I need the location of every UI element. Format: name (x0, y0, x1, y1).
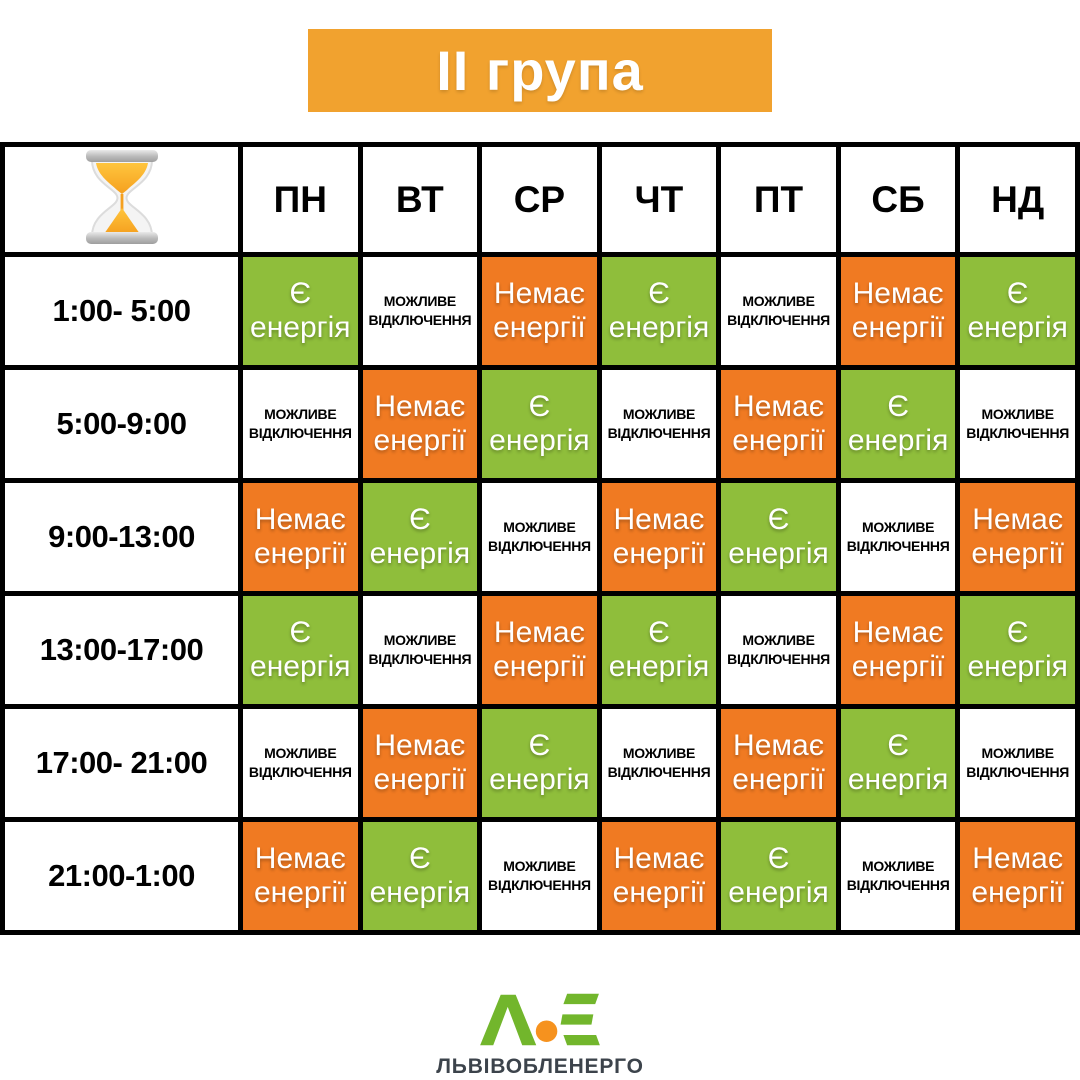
cell-label-line: енергія (847, 424, 949, 457)
cell-label-line: Немає (972, 842, 1064, 876)
brand-name: ЛЬВІВОБЛЕНЕРГО (436, 1055, 644, 1078)
schedule-row (3, 820, 1078, 933)
cell-label-line: ВІДКЛЮЧЕННЯ (488, 538, 591, 554)
schedule-cell-maybe (241, 707, 361, 820)
cell-label-line: енергія (608, 650, 710, 683)
schedule-cell-maybe (480, 820, 600, 933)
schedule-table (0, 142, 1080, 935)
cell-label-line: енергії (851, 650, 945, 683)
cell-label-line: енергії (612, 537, 706, 570)
cell-label-line: ВІДКЛЮЧЕННЯ (846, 877, 950, 893)
schedule-cell-off (838, 255, 958, 368)
schedule-cell-on (241, 594, 361, 707)
cell-label-line: енергії (851, 311, 945, 344)
cell-label-line: Немає (852, 616, 944, 650)
day-header-sat: СБ (838, 145, 958, 255)
cell-label-line: ВІДКЛЮЧЕННЯ (607, 764, 711, 780)
cell-label-line: ВІДКЛЮЧЕННЯ (727, 312, 830, 328)
schedule-cell-maybe (958, 368, 1078, 481)
hourglass-icon (76, 148, 168, 246)
time-column-header (3, 145, 241, 255)
cell-label-line: ВІДКЛЮЧЕННЯ (248, 425, 352, 441)
schedule-cell-maybe (958, 707, 1078, 820)
cell-label-line: Є (409, 503, 431, 537)
page (0, 29, 1080, 1080)
cell-label-line: ВІДКЛЮЧЕННЯ (966, 425, 1070, 441)
cell-label-line: ВІДКЛЮЧЕННЯ (607, 425, 711, 441)
schedule-cell-on (838, 707, 958, 820)
cell-label-line: МОЖЛИВЕ (383, 632, 456, 649)
header-row (3, 145, 1078, 255)
cell-label-line: Є (409, 842, 431, 876)
cell-label-line: Немає (733, 390, 825, 424)
cell-label-line: Є (767, 842, 790, 876)
cell-label-line: енергія (967, 311, 1068, 344)
cell-label-line: енергії (612, 876, 706, 909)
schedule-cell-on (958, 255, 1078, 368)
schedule-cell-maybe (719, 594, 839, 707)
cell-label-line: енергії (971, 876, 1064, 909)
schedule-cell-maybe (599, 368, 719, 481)
cell-label-line: ВІДКЛЮЧЕННЯ (727, 651, 830, 667)
time-slot-label: 17:00- 21:00 (3, 707, 241, 820)
cell-label-line: енергія (608, 311, 710, 344)
cell-label-line: МОЖЛИВЕ (503, 519, 576, 536)
schedule-cell-off (599, 481, 719, 594)
footer-brand (0, 991, 1080, 1079)
cell-label-line: Немає (493, 616, 585, 650)
cell-label-line: Є (289, 277, 312, 311)
schedule-cell-on (480, 368, 600, 481)
day-header-tue: ВТ (360, 145, 480, 255)
cell-label-line: МОЖЛИВЕ (622, 745, 696, 762)
schedule-cell-off (360, 707, 480, 820)
schedule-cell-maybe (241, 368, 361, 481)
day-header-sun: НД (958, 145, 1078, 255)
cell-label-line: ВІДКЛЮЧЕННЯ (368, 651, 472, 667)
schedule-cell-maybe (599, 707, 719, 820)
group-title-banner (308, 29, 772, 112)
cell-label-line: Є (648, 616, 670, 650)
cell-label-line: Немає (613, 503, 705, 537)
cell-label-line: Немає (254, 842, 346, 876)
cell-label-line: Немає (374, 729, 466, 763)
schedule-row (3, 255, 1078, 368)
cell-label-line: Є (528, 729, 551, 763)
schedule-cell-on (838, 368, 958, 481)
time-slot-label: 21:00-1:00 (3, 820, 241, 933)
schedule-cell-on (360, 820, 480, 933)
cell-label-line: Є (887, 729, 909, 763)
cell-label-line: енергія (728, 876, 829, 909)
lvivoblenergo-logo-icon (476, 991, 604, 1049)
cell-label-line: енергія (489, 763, 590, 796)
schedule-row (3, 594, 1078, 707)
cell-label-line: енергії (373, 763, 467, 796)
cell-label-line: Є (528, 390, 551, 424)
cell-label-line: Є (887, 390, 909, 424)
cell-label-line: МОЖЛИВЕ (264, 406, 337, 423)
schedule-row (3, 481, 1078, 594)
cell-label-line: енергії (493, 311, 586, 344)
cell-label-line: Немає (852, 277, 944, 311)
time-slot-label: 1:00- 5:00 (3, 255, 241, 368)
schedule-cell-on (480, 707, 600, 820)
cell-label-line: Немає (733, 729, 825, 763)
cell-label-line: МОЖЛИВЕ (981, 745, 1054, 762)
cell-label-line: Немає (254, 503, 346, 537)
day-header-wed: СР (480, 145, 600, 255)
cell-label-line: енергія (250, 650, 351, 683)
schedule-cell-off (480, 594, 600, 707)
cell-label-line: Немає (613, 842, 705, 876)
cell-label-line: МОЖЛИВЕ (264, 745, 337, 762)
cell-label-line: енергії (732, 763, 825, 796)
schedule-cell-off (958, 820, 1078, 933)
time-slot-label: 9:00-13:00 (3, 481, 241, 594)
cell-label-line: ВІДКЛЮЧЕННЯ (846, 538, 950, 554)
schedule-cell-maybe (838, 820, 958, 933)
schedule-cell-off (480, 255, 600, 368)
cell-label-line: Є (767, 503, 790, 537)
schedule-row (3, 368, 1078, 481)
cell-label-line: Немає (374, 390, 466, 424)
cell-label-line: Є (289, 616, 312, 650)
day-header-mon: ПН (241, 145, 361, 255)
schedule-cell-off (599, 820, 719, 933)
cell-label-line: Немає (972, 503, 1064, 537)
cell-label-line: МОЖЛИВЕ (742, 632, 815, 649)
cell-label-line: Є (1006, 277, 1029, 311)
cell-label-line: МОЖЛИВЕ (503, 858, 576, 875)
cell-label-line: енергія (967, 650, 1068, 683)
schedule-cell-on (958, 594, 1078, 707)
cell-label-line: енергія (369, 876, 471, 909)
cell-label-line: енергії (732, 424, 825, 457)
schedule-cell-on (241, 255, 361, 368)
schedule-cell-off (360, 368, 480, 481)
cell-label-line: енергії (253, 537, 347, 570)
time-slot-label: 13:00-17:00 (3, 594, 241, 707)
schedule-cell-maybe (719, 255, 839, 368)
schedule-cell-maybe (360, 594, 480, 707)
schedule-cell-off (241, 481, 361, 594)
cell-label-line: енергія (728, 537, 829, 570)
schedule-cell-on (719, 820, 839, 933)
cell-label-line: МОЖЛИВЕ (622, 406, 696, 423)
cell-label-line: МОЖЛИВЕ (861, 519, 935, 536)
cell-label-line: Є (648, 277, 670, 311)
cell-label-line: енергія (847, 763, 949, 796)
cell-label-line: ВІДКЛЮЧЕННЯ (488, 877, 591, 893)
schedule-cell-on (719, 481, 839, 594)
day-header-fri: ПТ (719, 145, 839, 255)
schedule-cell-on (599, 594, 719, 707)
cell-label-line: МОЖЛИВЕ (861, 858, 935, 875)
cell-label-line: Немає (493, 277, 585, 311)
schedule-row (3, 707, 1078, 820)
cell-label-line: енергія (250, 311, 351, 344)
cell-label-line: енергія (489, 424, 590, 457)
time-slot-label: 5:00-9:00 (3, 368, 241, 481)
schedule-cell-on (599, 255, 719, 368)
group-title: ІІ група (436, 39, 644, 102)
schedule-cell-on (360, 481, 480, 594)
schedule-cell-off (719, 707, 839, 820)
schedule-cell-off (958, 481, 1078, 594)
cell-label-line: МОЖЛИВЕ (981, 406, 1054, 423)
schedule-cell-off (241, 820, 361, 933)
cell-label-line: енергії (971, 537, 1064, 570)
schedule-cell-maybe (480, 481, 600, 594)
day-header-thu: ЧТ (599, 145, 719, 255)
schedule-cell-off (719, 368, 839, 481)
cell-label-line: МОЖЛИВЕ (383, 293, 456, 310)
cell-label-line: енергії (253, 876, 347, 909)
schedule-cell-maybe (838, 481, 958, 594)
cell-label-line: ВІДКЛЮЧЕННЯ (368, 312, 472, 328)
cell-label-line: Є (1006, 616, 1029, 650)
cell-label-line: енергії (493, 650, 586, 683)
cell-label-line: ВІДКЛЮЧЕННЯ (966, 764, 1070, 780)
cell-label-line: ВІДКЛЮЧЕННЯ (248, 764, 352, 780)
schedule-cell-maybe (360, 255, 480, 368)
cell-label-line: енергії (373, 424, 467, 457)
schedule-cell-off (838, 594, 958, 707)
cell-label-line: МОЖЛИВЕ (742, 293, 815, 310)
cell-label-line: енергія (369, 537, 471, 570)
